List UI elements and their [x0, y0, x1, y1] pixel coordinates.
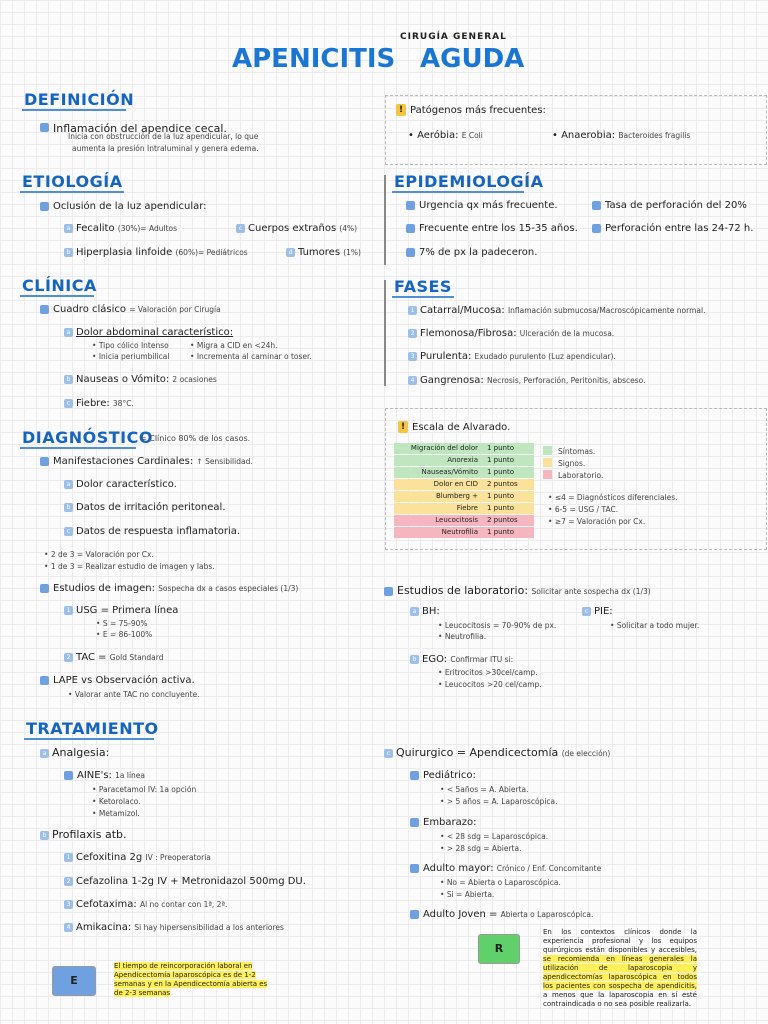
bullet-icon: [64, 771, 73, 780]
estudios-imagen: [40, 583, 298, 594]
diagnostico-b: [64, 502, 226, 513]
epidemiologia-item-3-text: Frecuente entre los 15-35 años.: [419, 223, 578, 234]
definicion-heading: DEFINICIÓN: [24, 90, 135, 109]
clinica-c-value: 38°C.: [112, 399, 134, 408]
embarazo-1-text: < 28 sdg = Laparoscópica.: [446, 832, 549, 841]
clinica-c: [64, 398, 134, 409]
bh: [410, 606, 440, 617]
alvarado-row: [394, 455, 534, 466]
warning-icon: !: [398, 421, 408, 433]
epidemiologia-item-2: [592, 200, 747, 211]
etiologia-b-label: Hiperplasia linfoide: [76, 247, 173, 258]
profilaxis-1-value: IV : Preoperatoria: [145, 853, 211, 862]
epidemiologia-divider: [384, 175, 386, 265]
analgesia: [40, 746, 109, 759]
letter-d-icon: d: [286, 248, 295, 257]
clinica-a4: • Incrementa al caminar o toser.: [190, 352, 312, 361]
alvarado-row: [394, 515, 534, 526]
profilaxis-3-label: Cefotaxima:: [76, 899, 137, 910]
diagnostico-note-2-text: 1 de 3 = Realizar estudio de imagen y labs.: [50, 562, 215, 571]
alvarado-row-label: Fiebre: [456, 504, 478, 512]
alvarado-row-points: 2 puntos: [487, 480, 518, 488]
clinica-heading: CLÍNICA: [22, 276, 97, 295]
letter-a-icon: a: [64, 480, 73, 489]
usg: [64, 605, 178, 616]
fase-4-text: Necrosis, Perforación, Peritonitis, absceso.: [486, 376, 646, 385]
tac: [64, 652, 163, 663]
epidemiologia-item-4-text: Perforación entre las 24-72 h.: [605, 223, 754, 234]
fase-3: [408, 351, 616, 362]
clinica-c-label: Fiebre:: [76, 398, 110, 409]
epidemiologia-underline: [392, 191, 524, 193]
bh-2: • Neutrofilia.: [438, 632, 487, 641]
lape: [40, 675, 195, 686]
analgesia-label: Analgesia:: [52, 746, 110, 759]
usg-text: USG = Primera línea: [76, 605, 179, 616]
letter-a-icon: a: [64, 328, 73, 337]
etiologia-a-value: (30%)= Adultos: [117, 224, 178, 233]
etiologia-main: [40, 201, 207, 212]
ego-2-text: Leucocitos >20 cel/camp.: [444, 680, 542, 689]
legend-sintomas-swatch: [543, 446, 552, 455]
diagnostico-note-1: • 2 de 3 = Valoración por Cx.: [44, 550, 154, 559]
profilaxis-2: [64, 876, 306, 887]
diagnostico-a-text: Dolor característico.: [76, 479, 177, 490]
alvarado-row-points: 1 punto: [487, 468, 515, 476]
ego-1: • Eritrocitos >30cel/camp.: [438, 668, 538, 677]
aines-p1: • Paracetamol IV: 1a opción: [92, 785, 197, 794]
alvarado-row: [394, 467, 534, 478]
bullet-icon: [592, 201, 601, 210]
number-2-icon: 2: [64, 653, 73, 662]
alvarado-score-3-text: ≥7 = Valoración por Cx.: [554, 517, 646, 526]
page-title-right: AGUDA: [420, 44, 525, 74]
bullet-icon: [40, 584, 49, 593]
aines-label: AINE's:: [77, 770, 112, 781]
clinica-b: [64, 374, 217, 385]
diagnostico-a: [64, 479, 177, 490]
epidemiologia-item-1: [406, 200, 558, 211]
bh-1-text: Leucocitosis = 70-90% de px.: [444, 621, 557, 630]
usg-e-text: E = 86-100%: [102, 630, 153, 639]
aines-value: 1a línea: [115, 771, 145, 780]
alvarado-row-label: Anorexia: [447, 456, 478, 464]
epidemiologia-item-4: [592, 223, 753, 234]
clinica-a-label: Dolor abdominal característico:: [76, 327, 234, 338]
adulto-mayor-2: • Si = Abierta.: [440, 890, 495, 899]
aines-p2: • Ketorolaco.: [92, 797, 141, 806]
bullet-icon: [592, 224, 601, 233]
pie-label: PIE:: [594, 606, 613, 617]
legend-laboratorio: Laboratorio.: [558, 471, 604, 480]
ego-value: Confirmar ITU si:: [450, 655, 514, 664]
bullet-icon: [410, 910, 419, 919]
ego: [410, 654, 513, 665]
etiologia-c: [236, 223, 357, 234]
epidemiologia-item-5: [406, 247, 537, 258]
clinica-a3-text: Migra a CID en <24h.: [196, 341, 278, 350]
etiologia-d-label: Tumores: [298, 247, 341, 258]
alvarado-row-points: 1 punto: [487, 456, 515, 464]
clinica-underline: [20, 295, 94, 297]
legend-signos-swatch: [543, 458, 552, 467]
bh-label: BH:: [422, 606, 440, 617]
fases-divider: [384, 280, 386, 386]
anaerobia-value: Bacteroides fragilis: [618, 131, 691, 140]
pediatrico-1: • < 5años = A. Abierta.: [440, 785, 529, 794]
alvarado-score-1: • ≤4 = Diagnósticos diferenciales.: [548, 493, 678, 502]
alvarado-row-label: Nauseas/Vómito: [421, 468, 478, 476]
etiologia-heading: ETIOLOGÍA: [22, 172, 123, 191]
alvarado-row-points: 1 punto: [487, 444, 515, 452]
letter-a-icon: a: [40, 749, 49, 758]
aines-p2-text: Ketorolaco.: [98, 797, 141, 806]
letter-c-icon: c: [384, 749, 393, 758]
ego-label: EGO:: [422, 654, 448, 665]
profilaxis-4: [64, 922, 284, 933]
number-4-icon: 4: [64, 923, 73, 932]
fase-4-label: Gangrenosa:: [420, 375, 484, 386]
letter-b-icon: b: [64, 248, 73, 257]
diagnostico-c-text: Datos de respuesta inflamatoria.: [76, 526, 241, 537]
bullet-icon: [40, 202, 49, 211]
ego-1-text: Eritrocitos >30cel/camp.: [444, 668, 538, 677]
etiologia-d-value: (1%): [343, 248, 361, 257]
profilaxis-3-value: Al no contar con 1ª, 2ª.: [139, 900, 228, 909]
anaerobia-label: Anaerobia:: [561, 130, 616, 141]
bullet-icon: [40, 676, 49, 685]
aines-p1-text: Paracetamol IV: 1a opción: [98, 785, 197, 794]
adulto-mayor: [410, 863, 601, 874]
etiologia-d: [286, 247, 361, 258]
recommendation-r-text-b: se recomienda en líneas generales la utilización de laparoscopia y apendicectomías laparoscópica en todos los pacientes con sospecha de apendicitis,: [543, 955, 697, 990]
legend-signos: Signos.: [558, 459, 586, 468]
clinica-a1-text: Tipo cólico Intenso: [98, 341, 169, 350]
tratamiento-heading: TRATAMIENTO: [26, 719, 159, 738]
pie-1: • Solicitar a todo mujer.: [610, 621, 700, 630]
profilaxis-4-label: Amikacina:: [76, 922, 132, 933]
aerobia: • Aeróbia: E Coli: [408, 130, 483, 141]
alvarado-row-label: Dolor en CID: [433, 480, 478, 488]
etiologia-c-label: Cuerpos extraños: [248, 223, 337, 234]
fase-1-label: Catarral/Mucosa:: [420, 305, 505, 316]
lape-sub: • Valorar ante TAC no concluyente.: [68, 690, 200, 699]
bullet-icon: [410, 864, 419, 873]
estudios-laboratorio-value: Solicitar ante sospecha dx (1/3): [531, 587, 651, 596]
aines-p3: • Metamizol.: [92, 809, 140, 818]
number-1-icon: 1: [408, 306, 417, 315]
fase-4: [408, 375, 646, 386]
diagnostico-b-text: Datos de irritación peritoneal.: [76, 502, 226, 513]
embarazo-1: • < 28 sdg = Laparoscópica.: [440, 832, 549, 841]
alvarado-row-label: Neutrofilia: [441, 528, 478, 536]
definicion-main-text: Inflamación del apendice cecal.: [53, 122, 227, 135]
number-2-icon: 2: [64, 877, 73, 886]
number-3-icon: 3: [64, 900, 73, 909]
profilaxis-1-label: Cefoxitina 2g: [76, 852, 143, 863]
bullet-icon: [40, 305, 49, 314]
pie-1-text: Solicitar a todo mujer.: [616, 621, 700, 630]
fase-3-text: Exudado purulento (Luz apendicular).: [474, 352, 616, 361]
bullet-icon: [410, 818, 419, 827]
clinica-b-label: Nauseas o Vómito:: [76, 374, 170, 385]
patogenos-title: [396, 104, 546, 116]
patogenos-title-text: Patógenos más frecuentes:: [410, 105, 546, 116]
bullet-icon: [384, 587, 393, 596]
header-subtitle: CIRUGÍA GENERAL: [400, 32, 507, 42]
aines-p3-text: Metamizol.: [98, 809, 140, 818]
definicion-underline: [22, 109, 126, 111]
alvarado-title-text: Escala de Alvarado.: [412, 422, 511, 433]
alvarado-row-label: Blumberg +: [435, 492, 478, 500]
number-1-icon: 1: [64, 853, 73, 862]
pediatrico-2-text: > 5 años = A. Laparoscópica.: [446, 797, 558, 806]
letter-b-icon: b: [410, 655, 419, 664]
alvarado-row: [394, 491, 534, 502]
fases-underline: [392, 296, 454, 298]
letter-b-icon: b: [64, 503, 73, 512]
adulto-mayor-value: Crónico / Enf. Concomitante: [496, 864, 602, 873]
diagnostico-c: [64, 526, 240, 537]
embarazo-2-text: > 28 sdg = Abierta.: [446, 844, 522, 853]
alvarado-row-label: Leucocitosis: [435, 516, 478, 524]
alvarado-score-3: • ≥7 = Valoración por Cx.: [548, 517, 646, 526]
letter-c-icon: c: [236, 224, 245, 233]
alvarado-row: [394, 527, 534, 538]
letter-a-icon: a: [410, 607, 419, 616]
etiologia-c-value: (4%): [339, 224, 358, 233]
adulto-mayor-label: Adulto mayor:: [423, 863, 494, 874]
pediatrico-2: • > 5 años = A. Laparoscópica.: [440, 797, 558, 806]
etiologia-b-value: (60%)= Pediátricos: [175, 248, 248, 257]
clinica-main-label: Cuadro clásico: [53, 304, 126, 315]
pediatrico-1-text: < 5años = A. Abierta.: [446, 785, 529, 794]
letter-c-icon: c: [64, 399, 73, 408]
bullet-icon: [406, 248, 415, 257]
alvarado-row: [394, 503, 534, 514]
adulto-mayor-1: • No = Abierta o Laparoscópica.: [440, 878, 561, 887]
number-4-icon: 4: [408, 376, 417, 385]
epidemiologia-heading: EPIDEMIOLOGÍA: [394, 172, 544, 191]
embarazo: [410, 817, 477, 828]
lape-text: LAPE vs Observación activa.: [53, 675, 195, 686]
estudios-laboratorio: [384, 584, 651, 597]
evidence-e-badge: E: [52, 966, 96, 996]
embarazo-2: • > 28 sdg = Abierta.: [440, 844, 522, 853]
etiologia-a-label: Fecalito: [76, 223, 115, 234]
epidemiologia-item-5-text: 7% de px la padeceron.: [419, 247, 538, 258]
recommendation-r-badge: R: [478, 934, 520, 964]
bullet-icon: [40, 123, 49, 132]
profilaxis-1: [64, 852, 211, 863]
bullet-icon: [406, 201, 415, 210]
definicion-sub2: aumenta la presión Intraluminal y genera edema.: [72, 144, 259, 153]
manifestaciones-label: Manifestaciones Cardinales:: [53, 456, 194, 467]
adulto-joven-value: Abierta o Laparoscópica.: [500, 910, 594, 919]
manifestaciones: [40, 456, 253, 467]
alvarado-score-2-text: 6-5 = USG / TAC.: [554, 505, 619, 514]
estudios-imagen-value: Sospecha dx a casos especiales (1/3): [158, 584, 299, 593]
fase-2: [408, 328, 614, 339]
alvarado-row-points: 2 puntos: [487, 516, 518, 524]
recommendation-r-text: [543, 928, 697, 1009]
quirurgico-title: Quirurgico = Apendicectomía: [396, 746, 559, 759]
adulto-joven: [410, 909, 593, 920]
evidence-e-text-span: El tiempo de reincorporación laboral en Apendicectomía laparoscópica es de 1-2 semanas y en la Apendicectomía abierta es de 2-3 semanas: [114, 962, 268, 997]
fase-1: [408, 305, 705, 316]
letter-c-icon: c: [582, 607, 591, 616]
letter-a-icon: a: [64, 224, 73, 233]
quirurgico-value: (de elección): [561, 749, 611, 758]
pediatrico: [410, 770, 476, 781]
fase-3-label: Purulenta:: [420, 351, 472, 362]
clinica-a4-text: Incrementa al caminar o toser.: [196, 352, 312, 361]
diagnostico-suffix: = Clínico 80% de los casos.: [140, 434, 251, 443]
letter-b-icon: b: [64, 375, 73, 384]
adulto-mayor-1-text: No = Abierta o Laparoscópica.: [446, 878, 561, 887]
etiologia-a: [64, 223, 177, 234]
letter-b-icon: b: [40, 831, 49, 840]
clinica-main-value: = Valoración por Cirugía: [129, 305, 221, 314]
diagnostico-note-1-text: 2 de 3 = Valoración por Cx.: [50, 550, 154, 559]
fase-1-text: Inflamación submucosa/Macroscópicamente normal.: [507, 306, 706, 315]
recommendation-r-text-c: a menos que la laparoscopia en sí esté contraindicada o no sea posible realizarla.: [543, 991, 697, 1008]
epidemiologia-item-1-text: Urgencia qx más frecuente.: [419, 200, 558, 211]
aines: [64, 770, 145, 781]
clinica-a2: • Inicia periumbilical: [92, 352, 170, 361]
alvarado-row-points: 1 punto: [487, 528, 515, 536]
ego-2: • Leucocitos >20 cel/camp.: [438, 680, 542, 689]
clinica-a: [64, 327, 233, 338]
usg-e: • E = 86-100%: [96, 630, 153, 639]
bh-1: • Leucocitosis = 70-90% de px.: [438, 621, 557, 630]
aerobia-label: Aeróbia:: [417, 130, 459, 141]
legend-sintomas: Síntomas.: [558, 447, 596, 456]
clinica-main: [40, 304, 221, 315]
alvarado-row: [394, 479, 534, 490]
etiologia-underline: [20, 191, 124, 193]
quirurgico: [384, 746, 610, 759]
clinica-b-value: 2 ocasiones: [172, 375, 217, 384]
profilaxis-label: Profilaxis atb.: [52, 828, 127, 841]
number-1-icon: 1: [64, 606, 73, 615]
fases-heading: FASES: [394, 277, 452, 296]
diagnostico-underline: [20, 447, 136, 449]
number-3-icon: 3: [408, 352, 417, 361]
etiologia-main-text: Oclusión de la luz apendicular:: [53, 201, 207, 212]
estudios-laboratorio-label: Estudios de laboratorio:: [397, 584, 529, 597]
estudios-imagen-label: Estudios de imagen:: [53, 583, 155, 594]
fase-2-text: Ulceración de la mucosa.: [519, 329, 615, 338]
epidemiologia-item-3: [406, 223, 578, 234]
usg-s: • S = 75-90%: [96, 619, 148, 628]
lape-sub-text: Valorar ante TAC no concluyente.: [74, 690, 200, 699]
profilaxis-4-value: Si hay hipersensibilidad a los anteriores: [134, 923, 284, 932]
bullet-icon: [410, 771, 419, 780]
bullet-icon: [406, 224, 415, 233]
alvarado-title: [398, 421, 510, 433]
recommendation-r-text-a: En los contextos clínicos donde la experiencia profesional y los equipos quirúrgicos están disponibles y accesibles,: [543, 928, 697, 954]
manifestaciones-value: ↑ Sensibilidad.: [196, 457, 253, 466]
pediatrico-label: Pediátrico:: [423, 770, 476, 781]
alvarado-score-2: • 6-5 = USG / TAC.: [548, 505, 619, 514]
profilaxis-3: [64, 899, 227, 910]
tac-value: Gold Standard: [109, 653, 164, 662]
epidemiologia-item-2-text: Tasa de perforación del 20%: [605, 200, 747, 211]
bullet-icon: [40, 457, 49, 466]
usg-s-text: S = 75-90%: [102, 619, 148, 628]
page-title-left: APENICITIS: [232, 44, 396, 74]
clinica-a3: • Migra a CID en <24h.: [190, 341, 278, 350]
tratamiento-underline: [24, 738, 154, 740]
letter-c-icon: c: [64, 527, 73, 536]
clinica-a2-text: Inicia periumbilical: [98, 352, 170, 361]
fase-2-label: Flemonosa/Fibrosa:: [420, 328, 517, 339]
profilaxis-2-text: Cefazolina 1-2g IV + Metronidazol 500mg DU.: [76, 876, 306, 887]
diagnostico-note-2: • 1 de 3 = Realizar estudio de imagen y labs.: [44, 562, 215, 571]
diagnostico-heading: DIAGNÓSTICO: [22, 428, 153, 447]
alvarado-row-label: Migración del dolor: [410, 444, 478, 452]
anaerobia: • Anaerobia: Bacteroides fragilis: [552, 130, 691, 141]
alvarado-row-points: 1 punto: [487, 492, 515, 500]
pie: [582, 606, 613, 617]
definicion-sub1: Inicia con obstrucción de la luz apendicular, lo que: [68, 132, 259, 141]
tac-label: TAC =: [76, 652, 107, 663]
alvarado-row-points: 1 punto: [487, 504, 515, 512]
clinica-a1: • Tipo cólico Intenso: [92, 341, 169, 350]
alvarado-score-1-text: ≤4 = Diagnósticos diferenciales.: [554, 493, 678, 502]
adulto-joven-label: Adulto Joven =: [423, 909, 498, 920]
number-2-icon: 2: [408, 329, 417, 338]
etiologia-b: [64, 247, 248, 258]
aerobia-value: E Coli: [461, 131, 483, 140]
evidence-e-text: [114, 962, 270, 998]
warning-icon: !: [396, 104, 406, 116]
adulto-mayor-2-text: Si = Abierta.: [446, 890, 495, 899]
alvarado-row: [394, 443, 534, 454]
legend-laboratorio-swatch: [543, 470, 552, 479]
profilaxis: [40, 828, 127, 841]
bh-2-text: Neutrofilia.: [444, 632, 487, 641]
embarazo-label: Embarazo:: [423, 817, 477, 828]
